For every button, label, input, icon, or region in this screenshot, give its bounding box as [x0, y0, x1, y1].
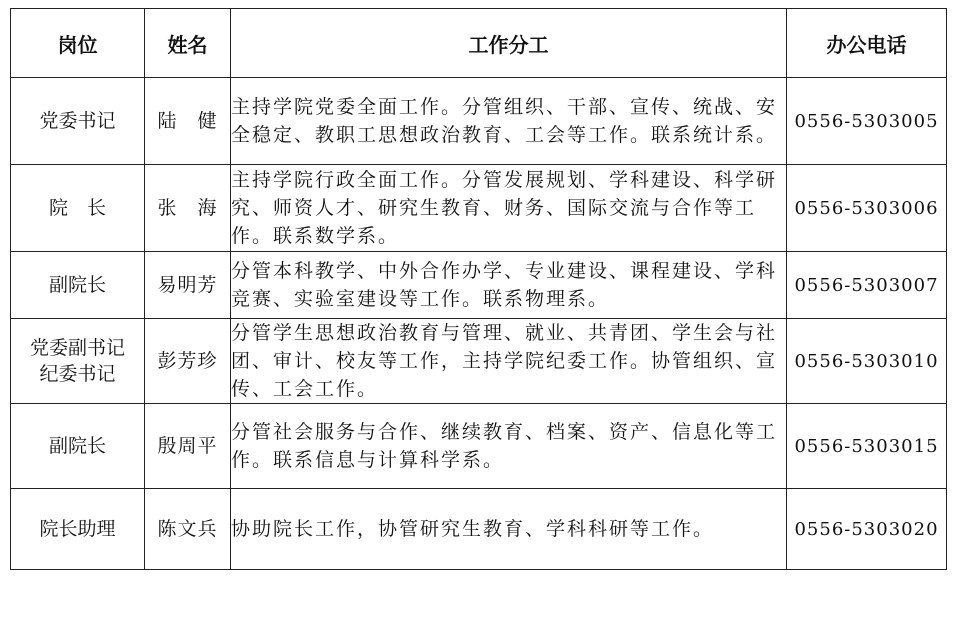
tel-cell: 0556-5303006: [787, 165, 947, 252]
header-name: 姓名: [145, 9, 231, 78]
duty-cell: 协助院长工作，协管研究生教育、学科科研等工作。: [231, 489, 787, 570]
post-line: 纪委书记: [39, 363, 116, 385]
name-cell: 陆 健: [145, 78, 231, 165]
table-row: [11, 165, 947, 252]
name-cell: 陈文兵: [145, 489, 231, 570]
duty-cell: 主持学院党委全面工作。分管组织、干部、宣传、统战、安全稳定、教职工思想政治教育、工会等工作。联系统计系。: [231, 78, 787, 165]
post-line: 副院长: [48, 274, 106, 296]
table-row: [11, 252, 947, 319]
name-cell: 彭芳珍: [145, 319, 231, 404]
post-cell: [11, 165, 145, 252]
duty-cell: 分管本科教学、中外合作办学、专业建设、课程建设、学科竞赛、实验室建设等工作。联系物理系。: [231, 252, 787, 319]
duty-cell: 主持学院行政全面工作。分管发展规划、学科建设、科学研究、师资人才、研究生教育、财务、国际交流与合作等工作。联系数学系。: [231, 165, 787, 252]
table-row: [11, 78, 947, 165]
duty-cell: 分管学生思想政治教育与管理、就业、共青团、学生会与社团、审计、校友等工作，主持学院纪委工作。协管组织、宣传、工会工作。: [231, 319, 787, 404]
header-duty: 工作分工: [231, 9, 787, 78]
tel-cell: 0556-5303005: [787, 78, 947, 165]
post-cell: [11, 404, 145, 489]
name-cell: 张 海: [145, 165, 231, 252]
post-cell: [11, 252, 145, 319]
table-row: [11, 489, 947, 570]
duty-table: [10, 8, 947, 570]
post-line: 院长助理: [39, 518, 116, 540]
post-line: 院 长: [48, 197, 106, 219]
post-line: 党委书记: [39, 110, 116, 132]
table-row: [11, 319, 947, 404]
header-row: [11, 9, 947, 78]
name-cell: 殷周平: [145, 404, 231, 489]
post-line: 党委副书记: [29, 337, 125, 359]
duty-cell: 分管社会服务与合作、继续教育、档案、资产、信息化等工作。联系信息与计算科学系。: [231, 404, 787, 489]
header-tel: 办公电话: [787, 9, 947, 78]
tel-cell: 0556-5303020: [787, 489, 947, 570]
tel-cell: 0556-5303007: [787, 252, 947, 319]
table-row: [11, 404, 947, 489]
tel-cell: 0556-5303015: [787, 404, 947, 489]
post-cell: [11, 78, 145, 165]
post-cell: [11, 489, 145, 570]
post-line: 副院长: [48, 435, 106, 457]
header-post: 岗位: [11, 9, 145, 78]
post-cell: [11, 319, 145, 404]
tel-cell: 0556-5303010: [787, 319, 947, 404]
name-cell: 易明芳: [145, 252, 231, 319]
